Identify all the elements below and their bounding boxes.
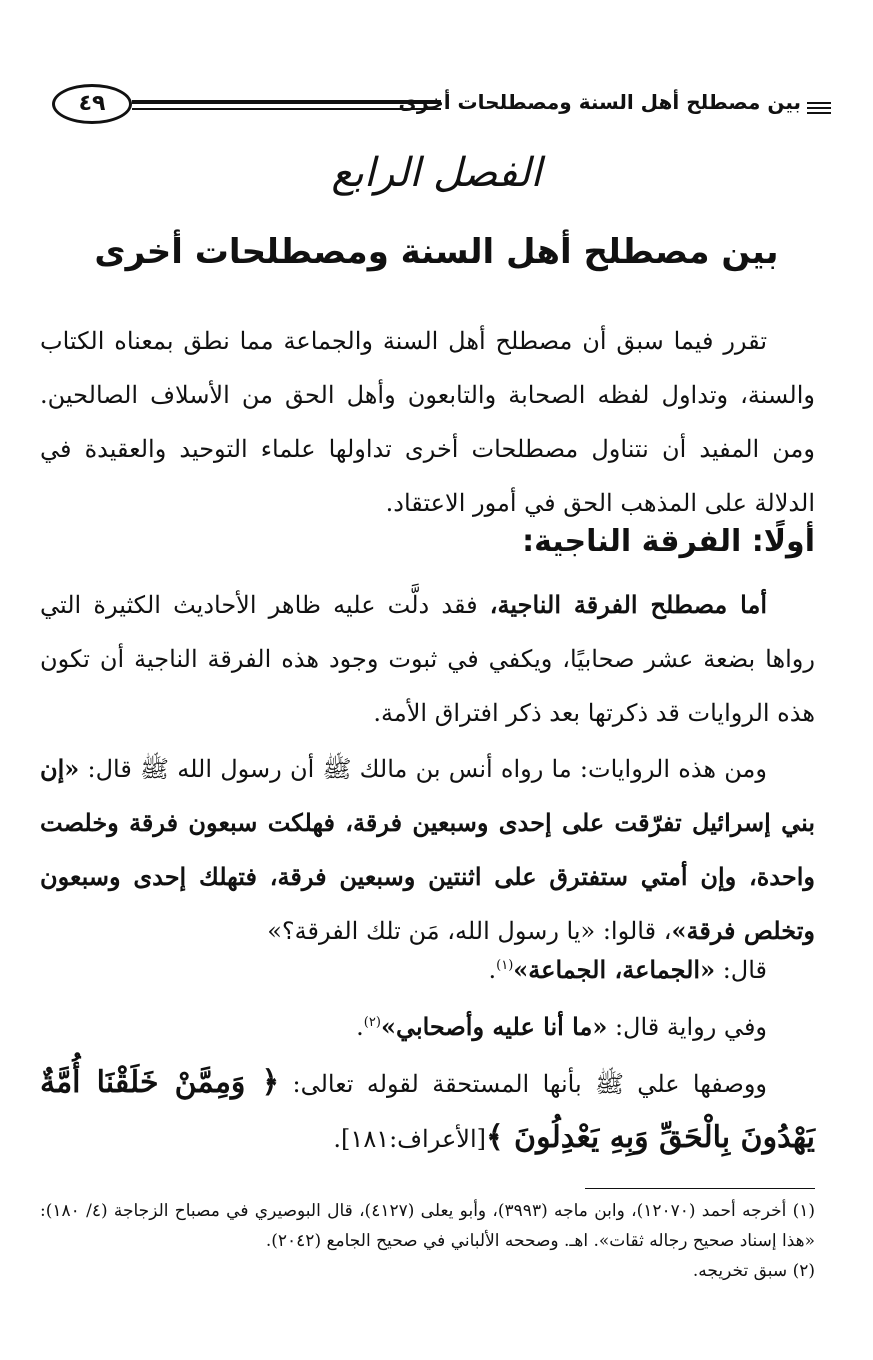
narration-quote: «ما أنا عليه وأصحابي»: [380, 1012, 608, 1041]
footnote-ref[interactable]: (٢): [363, 1015, 381, 1030]
running-title: بين مصطلح أهل السنة ومصطلحات أخرى: [398, 90, 801, 114]
page-number: ٤٩: [52, 84, 132, 124]
answer-line: قال: «الجماعة، الجماعة»$^{(١)}$.: [488, 955, 767, 984]
header-rule-thin: [132, 108, 441, 110]
quran-intro: ووصفها علي ﷺ بأنها المستحقة لقوله تعالى:: [279, 1070, 768, 1098]
footnote-divider: [585, 1188, 815, 1189]
narration-prefix: وفي رواية قال:: [607, 1013, 767, 1041]
paragraph-intro: تقرر فيما سبق أن مصطلح أهل السنة والجماعة مما نطق بمعناه الكتاب والسنة، وتداول لفظه الصحابة والتابعون وأهل الحق من الأسلاف الصالحين. ومن المفيد أن نتناول مصطلحات أخرى تداولها علماء التوحيد والعقيدة في الدلالة على المذهب الحق في أمور الاعتقاد.: [40, 327, 815, 517]
chapter-title: بين مصطلح أهل السنة ومصطلحات أخرى: [94, 232, 779, 272]
footnote-1: (١) أخرجه أحمد (١٢٠٧٠)، وابن ماجه (٣٩٩٣)، وأبو يعلى (٤١٢٧)، قال البوصيري في مصباح الزجاجة (٤/ ١٨٠): «هذا إسناد صحيح رجاله ثقات». اهـ. وصححه الألباني في صحيح الجامع (٢٠٤٢).: [40, 1201, 816, 1251]
quran-citation: [الأعراف:١٨١].: [333, 1125, 487, 1153]
quran-verse: ﴿ وَمِمَّنْ خَلَقْنَا أُمَّةٌ يَهْدُونَ بِالْحَقِّ وَبِهِ يَعْدِلُونَ ﴾: [40, 1065, 815, 1155]
paragraph-saved-sect: [40, 578, 815, 740]
narration-line: وفي رواية قال: «ما أنا عليه وأصحابي»$^{(٢)}$.: [356, 1012, 767, 1041]
paragraph-quran: [40, 1056, 815, 1166]
answer-prefix: قال:: [715, 956, 767, 984]
hadith-intro: ومن هذه الروايات: ما رواه أنس بن مالك ﷺ أن رسول الله ﷺ قال:: [79, 755, 767, 783]
header-ornament: [807, 102, 831, 117]
running-header: [40, 80, 831, 130]
hadith-question: ، قالوا: «يا رسول الله، مَن تلك الفرقة؟»: [267, 917, 672, 945]
footnotes: [40, 1196, 815, 1286]
footnote-2: (٢) سبق تخريجه.: [692, 1261, 815, 1281]
chapter-label: الفصل الرابع: [331, 150, 542, 196]
term-bold: أما مصطلح الفرقة الناجية،: [489, 590, 767, 619]
header-rule: [132, 100, 441, 104]
footnote-ref[interactable]: (١): [496, 958, 514, 973]
hadith-text: «إن بني إسرائيل تفرّقت على إحدى وسبعين فرقة، فهلكت سبعون فرقة وخلصت واحدة، وإن أمتي ستفترق على اثنتين وسبعين فرقة، فتهلك إحدى وسبعون وتخلص فرقة»: [40, 754, 815, 945]
paragraph-text: فقد دلَّت عليه ظاهر الأحاديث الكثيرة التي رواها بضعة عشر صحابيًا، ويكفي في ثبوت وجود هذه الفرقة الناجية أن تكون هذه الروايات قد ذكرتها بعد ذكر افتراق الأمة.: [40, 591, 815, 727]
answer-quote: «الجماعة، الجماعة»: [513, 955, 716, 984]
section-heading: أولًا: الفرقة الناجية:: [522, 524, 815, 559]
paragraph-hadith: [40, 742, 815, 958]
